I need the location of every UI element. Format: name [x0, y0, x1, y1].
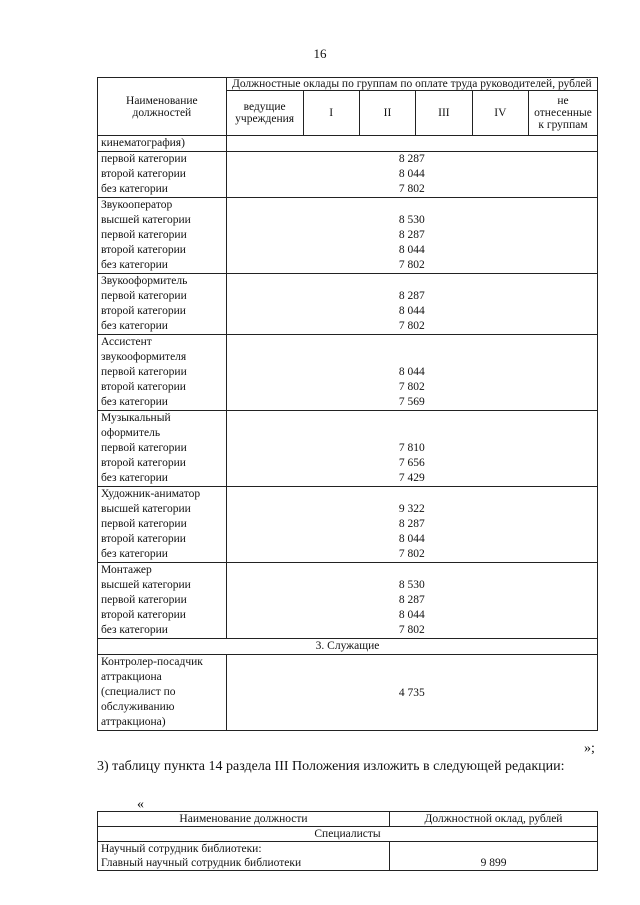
salary-table	[97, 77, 598, 731]
position-line: Художник-аниматор	[101, 488, 201, 500]
subheader-group-1: I	[303, 91, 359, 136]
salary-line: 8 287	[398, 290, 425, 302]
salary-line: 8 287	[398, 229, 425, 241]
position-line: без категории	[101, 472, 168, 484]
subheader-group-2: II	[359, 91, 415, 136]
position-cell	[98, 152, 227, 198]
salary-line: 7 569	[398, 396, 425, 408]
table2-header-row	[98, 812, 598, 827]
salary-line: 7 802	[398, 183, 425, 195]
salary-line	[230, 274, 594, 289]
table2-row2-value: 9 899	[390, 842, 598, 871]
position-line: второй категории	[101, 305, 186, 317]
table2-section-row	[98, 827, 598, 842]
salary-line: 7 810	[398, 442, 425, 454]
position-line: Ассистент	[101, 336, 152, 348]
salary-line: 8 530	[398, 214, 425, 226]
position-line: первой категории	[101, 594, 187, 606]
position-line: Звукооформитель	[101, 275, 188, 287]
table-row	[98, 411, 598, 487]
position-line: без категории	[101, 548, 168, 560]
salary-cell	[226, 411, 597, 487]
table2-row2-label: Главный научный сотрудник библиотеки	[101, 857, 302, 869]
position-line: первой категории	[101, 518, 187, 530]
salary-line: 7 802	[398, 320, 425, 332]
section-title: 3. Служащие	[98, 639, 598, 655]
position-cell	[98, 274, 227, 335]
position-line: Монтажер	[101, 564, 152, 576]
position-line: высшей категории	[101, 579, 191, 591]
position-cell	[98, 335, 227, 411]
page-number: 16	[313, 46, 327, 61]
position-line: без категории	[101, 624, 168, 636]
table2-section-title: Специалисты	[98, 827, 598, 842]
salary-cell	[226, 335, 597, 411]
salary-line: 7 429	[398, 472, 425, 484]
salary-line: 8 044	[398, 366, 425, 378]
subheader-group-3: III	[416, 91, 472, 136]
salary-cell	[226, 274, 597, 335]
table-row	[98, 563, 598, 639]
table2-header-salary: Должностной оклад, рублей	[390, 812, 598, 827]
position-line: высшей категории	[101, 503, 191, 515]
salary-line	[230, 198, 594, 213]
position-line: первой категории	[101, 442, 187, 454]
salary-line: 8 044	[398, 533, 425, 545]
position-line: обслуживанию	[101, 701, 175, 713]
position-line: первой категории	[101, 290, 187, 302]
opening-quote: «	[137, 797, 144, 812]
position-cell	[98, 563, 227, 639]
salary-line: 8 287	[398, 594, 425, 606]
salary-line: 7 802	[398, 381, 425, 393]
table-header-row	[98, 78, 598, 91]
salary-line: 8 287	[398, 153, 425, 165]
position-cell	[98, 487, 227, 563]
salary-line: 8 044	[398, 609, 425, 621]
salary-line	[230, 487, 594, 502]
table-row	[98, 136, 598, 152]
position-line: первой категории	[101, 366, 187, 378]
salary-line	[230, 426, 594, 441]
salary-line	[230, 563, 594, 578]
table-row	[98, 152, 598, 198]
position-line: второй категории	[101, 533, 186, 545]
position-line: первой категории	[101, 153, 187, 165]
salary-line: 7 802	[398, 259, 425, 271]
salary-cell: 4 735	[226, 655, 597, 731]
table2-row-label	[98, 842, 390, 871]
position-line: Контролер-посадчик	[101, 656, 203, 668]
table-row	[98, 487, 598, 563]
position-line: Звукооператор	[101, 199, 173, 211]
position-line: (специалист по	[101, 686, 176, 698]
position-cell	[98, 411, 227, 487]
table2-row1-label: Научный сотрудник библиотеки:	[101, 843, 262, 855]
subheader-group-4: IV	[472, 91, 528, 136]
salary-line: 8 287	[398, 518, 425, 530]
salary-cell	[226, 563, 597, 639]
position-line: оформитель	[101, 427, 161, 439]
table-row	[98, 335, 598, 411]
position-cell	[98, 198, 227, 274]
header-position-name: Наименование должностей	[98, 78, 227, 136]
salary-line: 8 044	[398, 305, 425, 317]
scientist-salary-table	[97, 811, 598, 871]
salary-line	[230, 350, 594, 365]
position-line: без категории	[101, 396, 168, 408]
header-salary-groups: Должностные оклады по группам по оплате труда руководителей, рублей	[226, 78, 597, 91]
salary-line: 8 044	[398, 244, 425, 256]
salary-line: 9 322	[398, 503, 425, 515]
table-row	[98, 274, 598, 335]
position-line: без категории	[101, 183, 168, 195]
position-line: второй категории	[101, 168, 186, 180]
salary-line: 7 802	[398, 548, 425, 560]
salary-line: 7 656	[398, 457, 425, 469]
position-cell	[98, 136, 227, 152]
salary-cell	[226, 152, 597, 198]
position-line: без категории	[101, 320, 168, 332]
salary-cell	[226, 136, 597, 152]
position-line: аттракциона)	[101, 716, 166, 728]
salary-line	[230, 335, 594, 350]
position-line: звукооформителя	[101, 351, 187, 363]
position-line: второй категории	[101, 381, 186, 393]
position-line: высшей категории	[101, 214, 191, 226]
subheader-leading: ведущие учреждения	[226, 91, 303, 136]
table2-header-position: Наименование должности	[98, 812, 390, 827]
position-line: второй категории	[101, 457, 186, 469]
table-row	[98, 198, 598, 274]
position-line: без категории	[101, 259, 168, 271]
table-row	[98, 655, 598, 731]
salary-line: 8 530	[398, 579, 425, 591]
salary-cell	[226, 487, 597, 563]
salary-line	[230, 411, 594, 426]
position-line: кинематография)	[101, 137, 185, 149]
salary-line: 8 044	[398, 168, 425, 180]
position-line: второй категории	[101, 244, 186, 256]
position-line: Музыкальный	[101, 412, 171, 424]
position-line: первой категории	[101, 229, 187, 241]
closing-quote: »;	[584, 741, 595, 756]
paragraph-text: 3) таблицу пункта 14 раздела III Положения изложить в следующей редакции:	[97, 759, 565, 774]
table2-row	[98, 842, 598, 871]
subheader-unassigned: не отнесенные к группам	[529, 91, 598, 136]
position-line: второй категории	[101, 609, 186, 621]
position-line: аттракциона	[101, 671, 162, 683]
section-row	[98, 639, 598, 655]
position-cell	[98, 655, 227, 731]
salary-line: 7 802	[398, 624, 425, 636]
salary-cell	[226, 198, 597, 274]
